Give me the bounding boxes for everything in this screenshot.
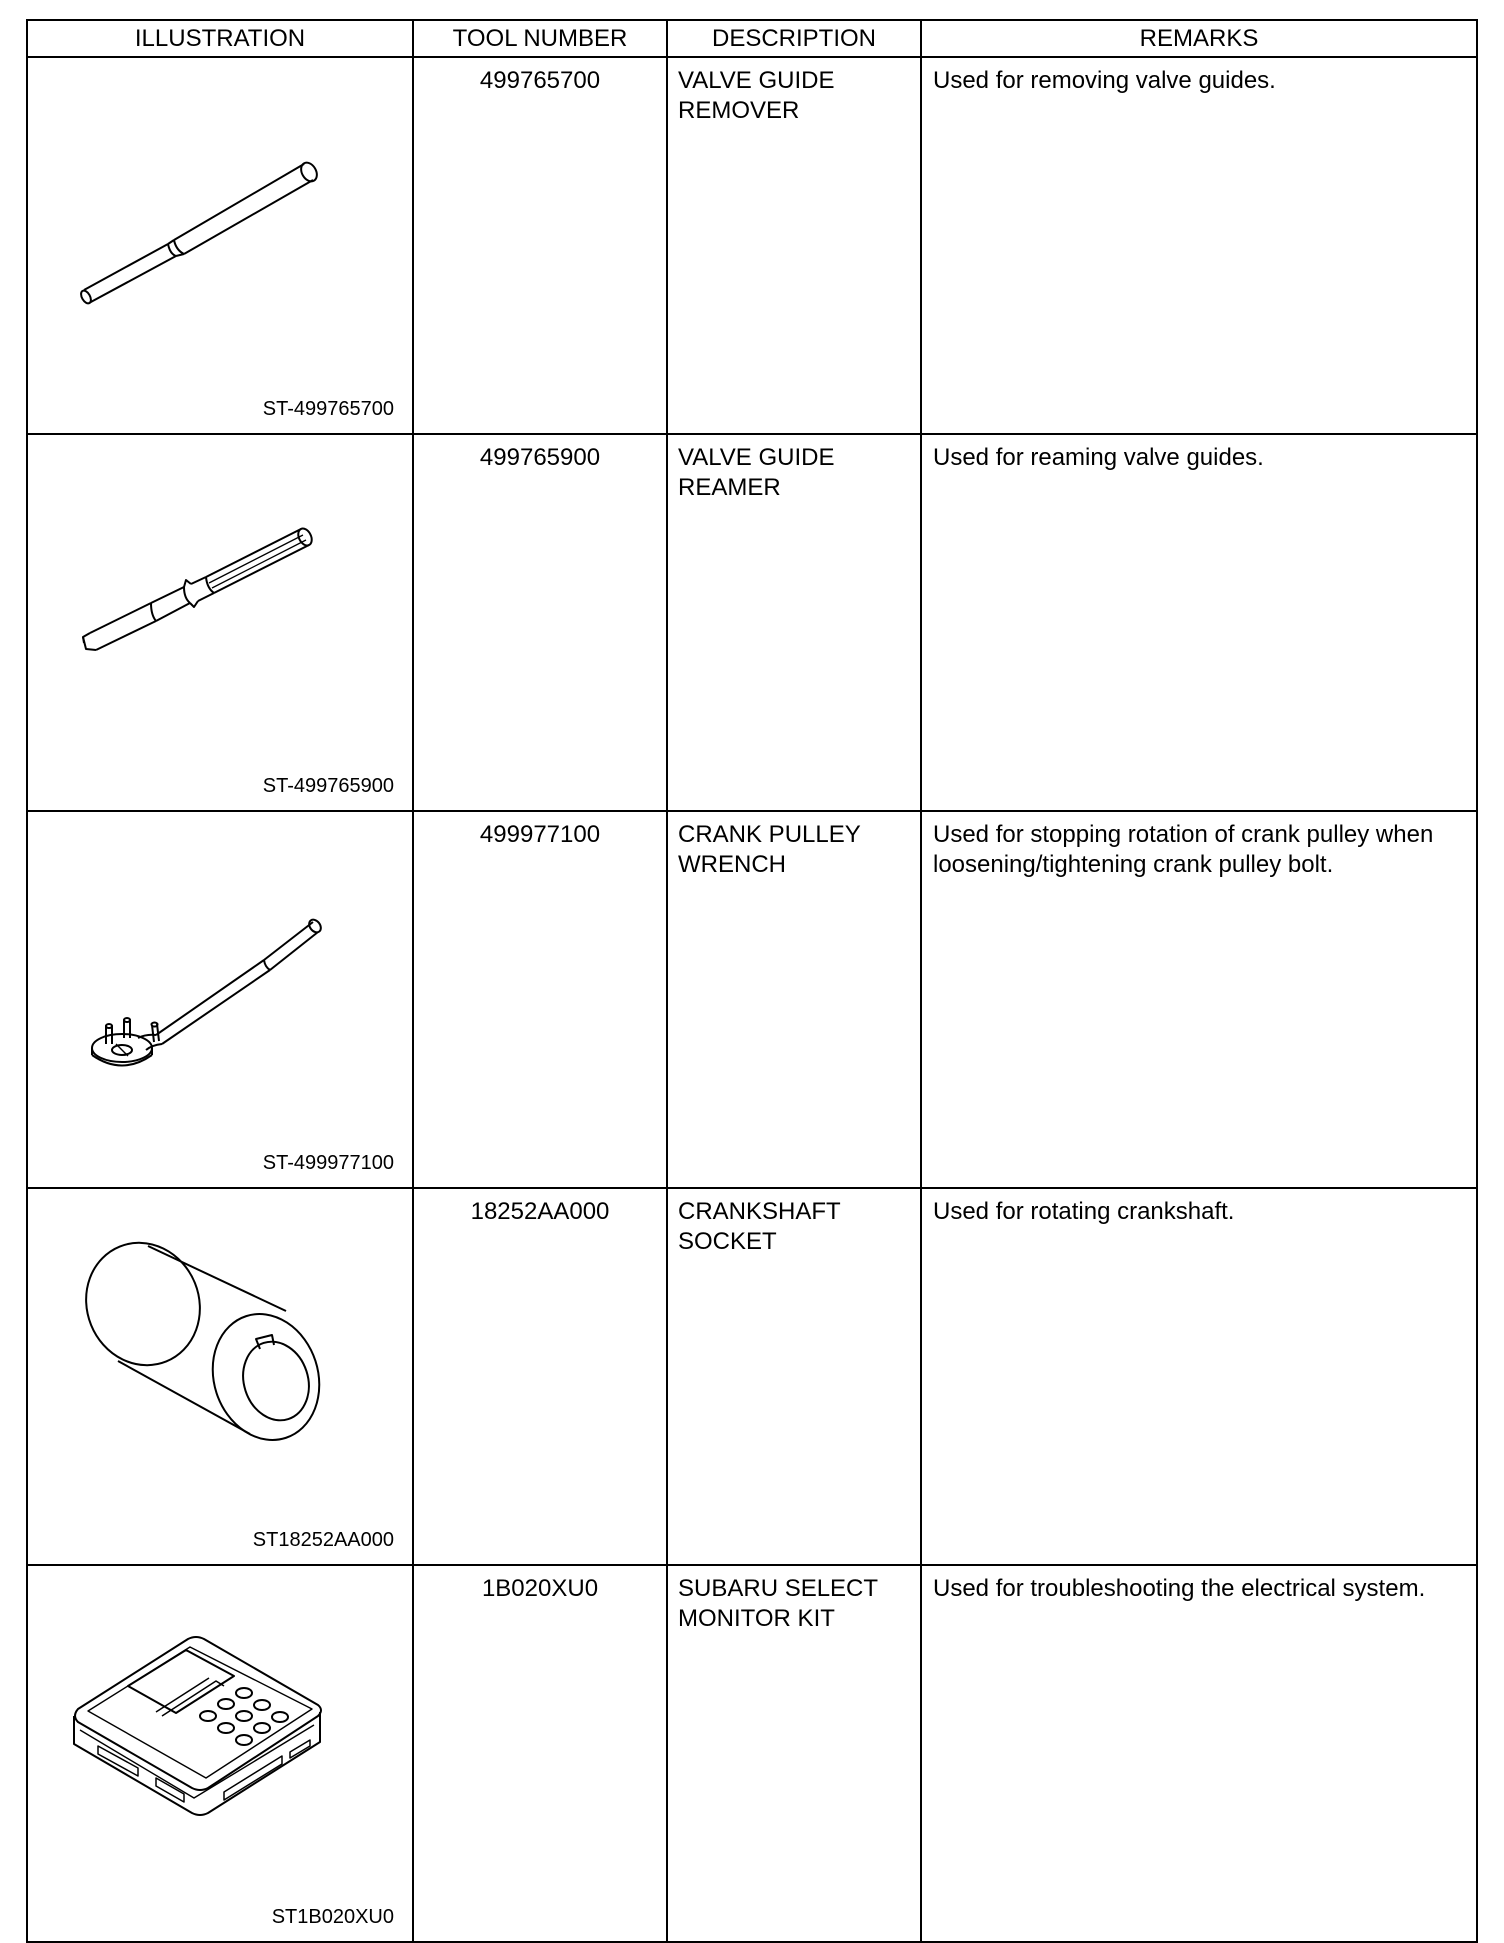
description-cell — [667, 434, 921, 811]
header-tool-number: TOOL NUMBER — [413, 20, 667, 57]
illustration-caption: ST1B020XU0 — [271, 1906, 394, 1928]
remarks-cell: Used for stopping rotation of crank pulley when loosening/tightening crank pulley bolt. — [921, 811, 1477, 1188]
illustration-cell — [27, 1188, 413, 1565]
table-row — [27, 57, 1477, 434]
tool-number-cell: 18252AA000 — [413, 1188, 667, 1565]
select-monitor-kit-icon — [28, 1566, 414, 1933]
remarks-cell: Used for removing valve guides. — [921, 57, 1477, 434]
description-line: SUBARU SELECT — [678, 1575, 879, 1602]
remarks-cell: Used for reaming valve guides. — [921, 434, 1477, 811]
description-line: REAMER — [678, 474, 781, 501]
illustration-caption: ST18252AA000 — [252, 1529, 394, 1551]
description-cell — [667, 1188, 921, 1565]
description-line: SOCKET — [678, 1228, 777, 1255]
description-line: REMOVER — [678, 97, 800, 124]
remarks-cell: Used for troubleshooting the electrical system. — [921, 1565, 1477, 1942]
illustration-cell — [27, 811, 413, 1188]
remarks-cell: Used for rotating crankshaft. — [921, 1188, 1477, 1565]
tool-number-cell: 499765700 — [413, 57, 667, 434]
crankshaft-socket-icon — [28, 1189, 414, 1556]
description-line: WRENCH — [678, 851, 786, 878]
description-line: VALVE GUIDE — [678, 444, 835, 471]
description-cell — [667, 811, 921, 1188]
header-illustration: ILLUSTRATION — [27, 20, 413, 57]
crank-pulley-wrench-icon — [28, 812, 414, 1179]
illustration-caption: ST-499977100 — [262, 1152, 394, 1174]
description-line: CRANKSHAFT — [678, 1198, 841, 1225]
table-row — [27, 1188, 1477, 1565]
description-line: VALVE GUIDE — [678, 67, 835, 94]
valve-guide-reamer-icon — [28, 435, 414, 802]
header-remarks: REMARKS — [921, 20, 1477, 57]
description-cell — [667, 1565, 921, 1942]
valve-guide-remover-icon — [28, 58, 414, 425]
illustration-cell — [27, 434, 413, 811]
header-description: DESCRIPTION — [667, 20, 921, 57]
table-row — [27, 811, 1477, 1188]
tool-number-cell: 1B020XU0 — [413, 1565, 667, 1942]
illustration-cell — [27, 1565, 413, 1942]
illustration-caption: ST-499765900 — [262, 775, 394, 797]
table-row — [27, 1565, 1477, 1942]
tool-number-cell: 499765900 — [413, 434, 667, 811]
illustration-caption: ST-499765700 — [262, 398, 394, 420]
table-row — [27, 434, 1477, 811]
tool-number-cell: 499977100 — [413, 811, 667, 1188]
illustration-cell — [27, 57, 413, 434]
description-cell — [667, 57, 921, 434]
description-line: MONITOR KIT — [678, 1605, 835, 1632]
special-tools-table — [26, 19, 1478, 1943]
table-header-row — [27, 20, 1477, 57]
description-line: CRANK PULLEY — [678, 821, 861, 848]
